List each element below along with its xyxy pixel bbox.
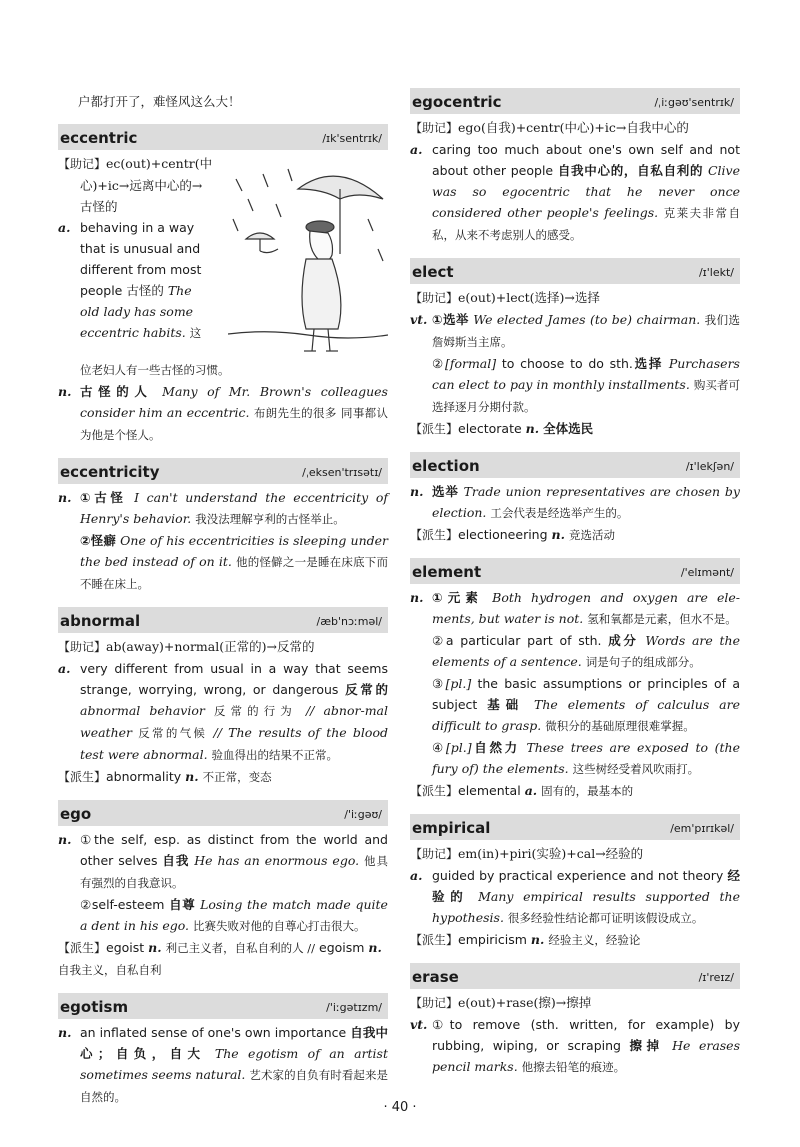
example: We elected James (to be) chairman. (473, 312, 701, 327)
example: Many of Mr. Brown's colleagues (162, 384, 388, 399)
example: He has an enormous (194, 853, 328, 868)
definition: that is unusual and (80, 241, 201, 256)
illustrated-text (58, 153, 228, 359)
derived-word: electorate (458, 421, 522, 436)
page-number: · 40 · (383, 1100, 417, 1115)
example: sometimes seems natural. (80, 1067, 246, 1082)
example: Words are (645, 633, 713, 648)
translation: 艺术家的自负有时 (249, 1068, 342, 1082)
sense-body (80, 829, 388, 937)
translation: 不正常，变态 (202, 770, 272, 784)
example: He erases (672, 1038, 740, 1053)
translation: 我没法理解亨利的古怪举止。 (195, 512, 345, 526)
mnemonic-text: em(in)+piri(实验)+cal→经验的 (458, 846, 644, 861)
headword-bar (410, 963, 740, 989)
umbrella-man-illustration (228, 159, 388, 359)
derived-word: elemental (458, 783, 521, 798)
part-of-speech: n. (530, 932, 545, 947)
pronunciation: /ˌiːgəʊ'sentrɪk/ (654, 96, 734, 109)
part-of-speech: n. (368, 940, 382, 955)
sense-verb (410, 1014, 740, 1078)
translation: 夫非常自私，从来不考虑别人的感受。 (432, 206, 741, 242)
example: pencil marks. (432, 1059, 518, 1074)
headword-bar (58, 993, 388, 1019)
example: The elements of calculus are (534, 697, 740, 712)
definition: ②a particular part of sth. (432, 633, 602, 648)
translation: 布朗先生的很多 (253, 406, 337, 420)
mnemonic-tag: 【助记】 (410, 996, 459, 1010)
mnemonic-tag: 【助记】 (410, 847, 459, 861)
derivation-tag: 【派生】 (410, 528, 459, 542)
pronunciation: /æb'nɔːməl/ (316, 615, 382, 628)
definition: guided by practical experience and not theory (432, 868, 724, 883)
definition: a subject (432, 676, 740, 712)
example: The (167, 283, 192, 298)
example: // abnor- (305, 703, 365, 718)
meaning: 的 (375, 682, 388, 697)
sense-body (80, 1022, 388, 1108)
mnemonic-cont (58, 175, 228, 196)
example: the elements of a sentence. (432, 633, 740, 669)
example: by election. (432, 484, 740, 520)
headword: eccentricity (60, 463, 160, 481)
sense-number: ② (432, 356, 445, 371)
definition: not about other people (432, 142, 740, 178)
part-of-speech: n. (410, 484, 424, 499)
meaning: 基础 (487, 697, 525, 712)
definition: and other selves (80, 832, 388, 868)
sense-adjective (410, 865, 740, 929)
pronunciation: /ɪk'sentrɪk/ (322, 132, 382, 145)
headword-bar (410, 452, 740, 478)
mnemonic (58, 153, 228, 175)
usage-label: [pl.] (445, 740, 472, 755)
headword: element (412, 563, 482, 581)
example: ments, but water is not. (432, 611, 584, 626)
example: once considered other people's feelings. (432, 184, 740, 220)
headword: elect (412, 263, 454, 281)
example: These trees are exposed to (the (526, 740, 740, 755)
part-of-speech: a. (524, 783, 538, 798)
translation: 比赛失败对他的自尊 (193, 919, 297, 933)
translation: 词是句子的组成 (585, 655, 667, 669)
definition: to choose to do sth. (501, 356, 633, 371)
illustrated-block (58, 153, 388, 359)
mnemonic-text: ab(away)+normal(正常的)→反常的 (106, 639, 315, 654)
example: hypothesis. (432, 910, 504, 925)
headword: erase (412, 968, 459, 986)
pronunciation: /'iːgətɪzm/ (326, 1001, 382, 1014)
meaning: 自 (350, 1025, 363, 1040)
headword: empirical (412, 819, 491, 837)
headword-bar (58, 607, 388, 633)
derived-word: empiricism (458, 932, 527, 947)
translation: 很多经验性结论都可证明该假设 (507, 911, 669, 925)
translation: 利己主义者，自私自利的人 // (165, 941, 316, 955)
meaning: 选举 (432, 484, 459, 499)
translation: 这些树经受着风吹雨打。 (572, 762, 700, 776)
translation: 心打击很大。 (296, 919, 366, 933)
translation: 水不是。 (690, 612, 737, 626)
sense-body (432, 587, 740, 780)
headword: eccentric (60, 129, 138, 147)
sense-noun (410, 587, 740, 780)
mnemonic-tag: 【助记】 (58, 640, 107, 654)
sense-noun (58, 1022, 388, 1108)
part-of-speech: n. (551, 527, 565, 542)
definition: behaving in a way (80, 220, 195, 235)
derivation (410, 780, 740, 802)
meaning: 反常 (345, 682, 376, 697)
part-of-speech: a. (58, 220, 71, 235)
translation: 固有的，最基本的 (541, 784, 634, 798)
headword: abnormal (60, 612, 141, 630)
pronunciation: /ɪ'lekt/ (698, 266, 734, 279)
pronunciation: /em'pɪrɪkəl/ (670, 822, 734, 835)
example: the blood test were abnormal. (80, 725, 388, 762)
entry-abnormal (58, 607, 388, 788)
definition: caring too much about one's own self and (432, 142, 713, 157)
sense-body (80, 487, 388, 595)
translation: 成立。 (668, 911, 704, 925)
mnemonic (410, 843, 740, 865)
definition: ②self-esteem (80, 897, 165, 912)
usage-label: [pl.] (445, 676, 472, 691)
translation: 经验主义，经验论 (548, 933, 641, 947)
definition: strange, worrying, wrong, or dangerous (80, 682, 339, 697)
headword: ego (60, 805, 92, 823)
translation: 反常的气候 (138, 726, 208, 740)
definition: ①the self, esp. as distinct from the world (80, 832, 358, 847)
sense-adjective (58, 658, 388, 766)
entry-empirical (410, 814, 740, 951)
pronunciation: /ɪ'lekʃən/ (685, 460, 734, 473)
definition: ①to remove (sth. written, for example) by (432, 1017, 740, 1032)
derived-word: egoism (319, 940, 365, 955)
part-of-speech: vt. (410, 1017, 428, 1032)
example: quite a dent in his ego. (80, 897, 388, 933)
mnemonic (410, 117, 740, 139)
meaning: 成分 (608, 633, 639, 648)
pronunciation: /ɪ'reɪz/ (698, 971, 734, 984)
example: Many empirical results supported the (478, 889, 740, 904)
derivation-tag: 【派生】 (58, 770, 107, 784)
sense-body (432, 139, 740, 246)
headword-bar (58, 124, 388, 150)
derivation-tag: 【派生】 (410, 784, 459, 798)
part-of-speech: n. (58, 832, 72, 847)
entry-ego (58, 800, 388, 981)
pronunciation: /'elɪmənt/ (680, 566, 734, 579)
headword-bar (410, 814, 740, 840)
derived-word: egoist (106, 940, 145, 955)
mnemonic-cont (58, 196, 228, 217)
example: Purchasers (668, 356, 740, 371)
sense-noun (58, 487, 388, 595)
translation: 全体选民 (543, 421, 594, 436)
definition: people 古怪的 (80, 283, 164, 298)
derived-word: abnormality (106, 769, 182, 784)
headword: egotism (60, 998, 129, 1016)
pronunciation: /'iːgəʊ/ (344, 808, 382, 821)
right-column (410, 88, 740, 1090)
example: Clive was so egocentric that he never (432, 163, 740, 199)
headword-bar (410, 558, 740, 584)
sense-adjective (58, 217, 228, 344)
part-of-speech: n. (525, 421, 540, 436)
mnemonic-text: ec(out)+centr(中 (106, 156, 213, 171)
mnemonic-tag: 【助记】 (58, 157, 107, 171)
part-of-speech: vt. (410, 312, 428, 327)
entry-election (410, 452, 740, 546)
translation: 克莱 (663, 206, 690, 220)
example: eccentric habits. (80, 325, 186, 340)
sense-number: ④ (432, 740, 446, 755)
translation: 微积分的基础原理很难掌握。 (545, 719, 695, 733)
mnemonic-text: e(out)+rase(擦)→擦掉 (458, 995, 592, 1010)
meaning: ①选举 (432, 312, 469, 327)
sense-verb (410, 309, 740, 418)
translation: 位老妇人有一些古怪的习惯。 (80, 363, 230, 377)
sense-body (432, 1014, 740, 1078)
meaning: 自尊 (169, 897, 196, 912)
mnemonic (58, 636, 388, 658)
headword: election (412, 457, 480, 475)
translation: 他的怪僻之 (236, 555, 295, 569)
intro-line: 户都打开了，难怪风这么大！ (78, 94, 241, 109)
example: Henry's behavior. (80, 511, 192, 526)
headword-bar (58, 458, 388, 484)
translation: 部分。 (666, 655, 701, 669)
mnemonic-text: 心)+ic→远离中心的→ (80, 178, 203, 193)
translation: 他具有强烈的自我意识。 (80, 854, 388, 890)
meaning: ①古怪 (80, 490, 127, 505)
derivation (410, 929, 740, 951)
sense-body (80, 381, 388, 446)
meaning: 经验的 (432, 868, 740, 904)
part-of-speech: n. (58, 1025, 72, 1040)
mnemonic-tag: 【助记】 (410, 121, 459, 135)
example: fury of) the elements. (432, 761, 569, 776)
translation: 氢和氧都是元素，但 (587, 612, 691, 626)
derived-word: electioneering (458, 527, 548, 542)
example: One of his eccentricities is sleeping (120, 533, 347, 548)
translation: 竞选活动 (568, 528, 615, 542)
definition: different from most (80, 262, 202, 277)
part-of-speech: n. (410, 590, 424, 605)
derivation-tag: 【派生】 (410, 422, 459, 436)
sense-noun (410, 481, 740, 524)
example: consider him an eccentric. (80, 405, 250, 420)
translation: 工会代表是经选举产生的。 (490, 506, 629, 520)
translation: 同事都认为他是个怪人。 (80, 406, 388, 442)
definition: rubbing, wiping, or scraping (432, 1038, 621, 1053)
translation: 看起来是自然的。 (80, 1068, 389, 1104)
example: Losing the match made (200, 897, 351, 912)
example: Trade union representatives are chosen (463, 484, 721, 499)
example: Both hydrogen and oxygen are ele- (492, 590, 740, 605)
derivation (58, 766, 388, 788)
example: can elect to pay in monthly installments. (432, 377, 690, 392)
derivation (58, 937, 388, 981)
translation: 购买者可选择逐月分期付款。 (432, 378, 741, 414)
entry-eccentric (58, 124, 388, 446)
translation: 这 (189, 326, 202, 340)
translation: 我们选詹姆斯当主席。 (432, 313, 740, 349)
part-of-speech: n. (58, 384, 72, 399)
meaning: 的 (690, 163, 704, 178)
meaning: 自我中心的，自私自利 (557, 163, 691, 178)
mnemonic-text: 古怪的 (80, 199, 118, 214)
derivation-tag: 【派生】 (58, 941, 107, 955)
sense-noun (58, 829, 388, 937)
translation: 一是睡在床底下而不睡在床上。 (80, 555, 389, 591)
mnemonic-text: ego(自我)+centr(中心)+ic→自我中心的 (458, 120, 689, 135)
entry-egotism (58, 993, 388, 1108)
meaning: 自我 (162, 853, 190, 868)
example: ego. (332, 853, 360, 868)
example: under the bed instead of on it. (80, 533, 388, 569)
headword: egocentric (412, 93, 502, 111)
sense-adjective-cont (58, 359, 388, 381)
translation: 反常的行为 (213, 704, 297, 718)
sense-number: ③ (432, 676, 446, 691)
entry-eccentricity (58, 458, 388, 595)
definition: the basic assumptions or principles of (477, 676, 727, 691)
example: I can't understand the eccentricity of (134, 490, 388, 505)
meaning: 古怪的人 (80, 384, 153, 399)
sense-noun (58, 381, 388, 446)
example: The egotism of an artist (214, 1046, 388, 1061)
mnemonic (410, 992, 740, 1014)
headword-bar (58, 800, 388, 826)
mnemonic-tag: 【助记】 (410, 291, 459, 305)
mnemonic-text: e(out)+lect(选择)→选择 (458, 290, 600, 305)
part-of-speech: a. (410, 142, 423, 157)
headword-bar (410, 88, 740, 114)
entry-element (410, 558, 740, 802)
mnemonic (410, 287, 740, 309)
meaning: ①元素 (432, 590, 484, 605)
pronunciation: /ˌeksen'trɪsətɪ/ (302, 466, 382, 479)
definition: very different from usual in a way that seems (80, 661, 388, 676)
part-of-speech: n. (148, 940, 162, 955)
meaning: ②怪癖 (80, 533, 117, 548)
translation: 自我主义，自私自利 (58, 963, 162, 977)
sense-body (432, 309, 740, 418)
example: // The results of (213, 725, 320, 740)
usage-label: [formal] (444, 356, 497, 371)
left-column (58, 88, 388, 1120)
meaning: 自然力 (471, 740, 520, 755)
example: old lady has some (80, 304, 194, 319)
translation: 果不正常。 (280, 748, 339, 762)
example: mal weather (80, 703, 388, 740)
part-of-speech: n. (58, 490, 72, 505)
meaning: 擦掉 (629, 1038, 664, 1053)
example: difficult to grasp. (432, 718, 542, 733)
entry-erase (410, 963, 740, 1078)
entry-egocentric (410, 88, 740, 246)
definition: an inflated sense of one's own importance (80, 1025, 347, 1040)
derivation (410, 524, 740, 546)
sense-body (432, 481, 740, 524)
sense-adjective (410, 139, 740, 246)
example: abnormal behavior (80, 703, 205, 718)
derivation-tag: 【派生】 (410, 933, 459, 947)
derivation (410, 418, 740, 440)
headword-bar (410, 258, 740, 284)
part-of-speech: a. (410, 868, 423, 883)
translation: 他擦去铅笔的痕迹。 (521, 1060, 626, 1074)
sense-body (432, 865, 740, 929)
part-of-speech: n. (185, 769, 199, 784)
meaning: 我中心；自负，自大 (80, 1025, 388, 1061)
entry-elect (410, 258, 740, 440)
meaning: 选择 (632, 356, 664, 371)
translation: 验血得出的结 (211, 748, 281, 762)
sense-body (80, 217, 228, 344)
sense-body (80, 658, 388, 766)
part-of-speech: a. (58, 661, 71, 676)
